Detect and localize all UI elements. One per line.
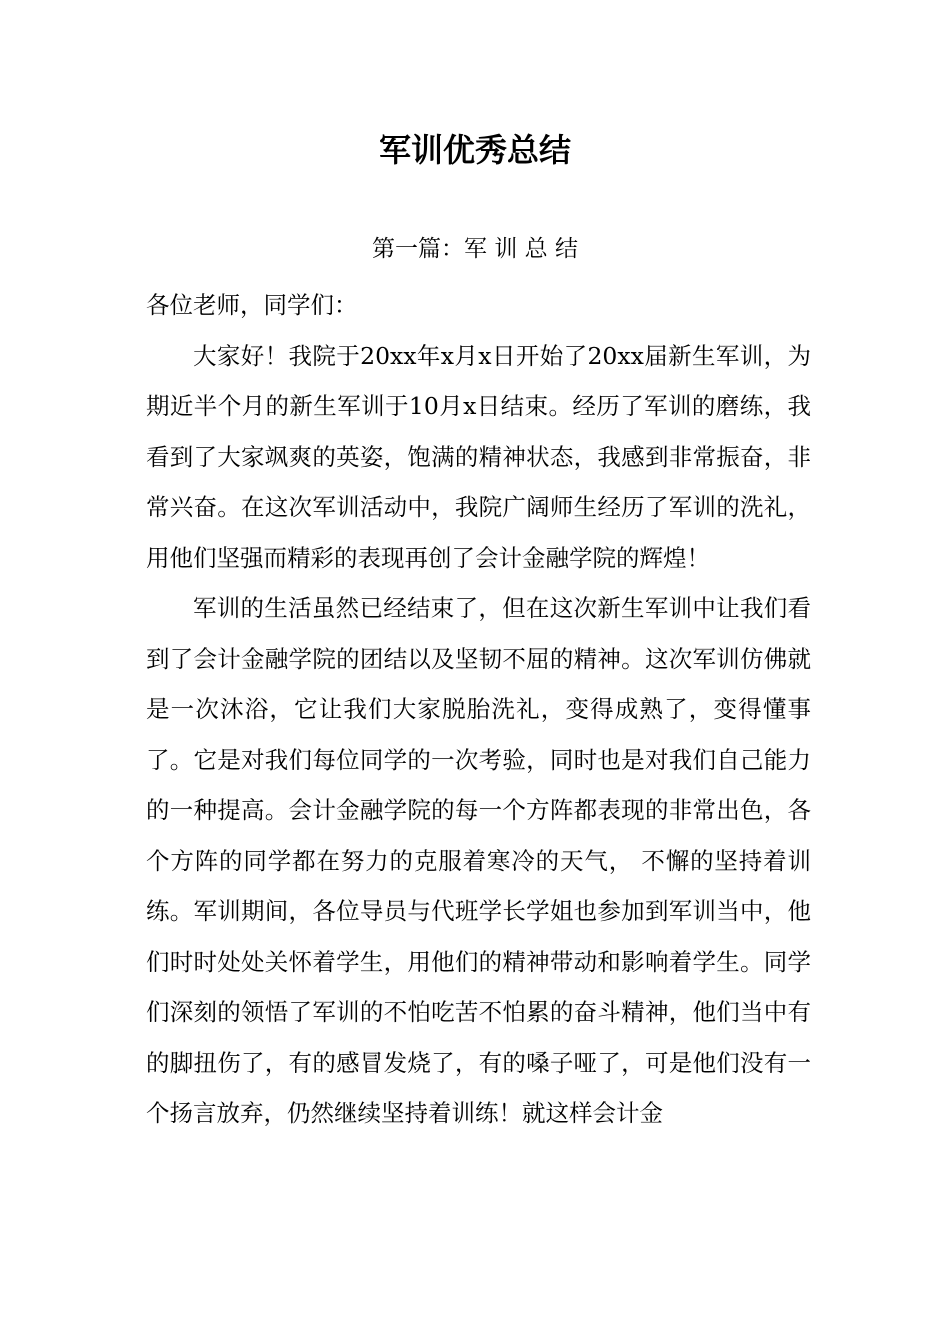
document-body	[146, 280, 811, 1139]
document-title: 军训优秀总结	[378, 131, 571, 169]
salutation: 各位老师，同学们：	[146, 291, 358, 319]
paragraph: 大家好！我院于20xx年x月x日开始了20xx届新生军训，为期近半个月的新生军训于10月x日结束。经历了军训的磨练，我看到了大家飒爽的英姿，饱满的精神状态，我感到非常振奋，非常兴奋。在这次军训活动中，我院广阔师生经历了军训的洗礼，用他们坚强而精彩的表现再创了会计金融学院的辉煌！	[146, 341, 811, 572]
section-subtitle: 第一篇：军 训 总 结	[372, 236, 578, 262]
paragraph: 军训的生活虽然已经结束了，但在这次新生军训中让我们看到了会计金融学院的团结以及坚韧不屈的精神。这次军训仿佛就是一次沐浴，它让我们大家脱胎洗礼，变得成熟了，变得懂事了。它是对我们每位同学的一次考验，同时也是对我们自己能力的一种提高。会计金融学院的每一个方阵都表现的非常出色，各个方阵的同学都在努力的克服着寒冷的天气， 不懈的坚持着训练。军训期间，各位导员与代班学长学姐也参加到军训当中，他们时时处处关怀着学生，用他们的精神带动和影响着学生。同学们深刻的领悟了军训的不怕吃苦不怕累的奋斗精神，他们当中有的脚扭伤了，有的感冒发烧了，有的嗓子哑了，可是他们没有一个扬言放弃，仍然继续坚持着训练！就这样会计金	[146, 594, 811, 1127]
